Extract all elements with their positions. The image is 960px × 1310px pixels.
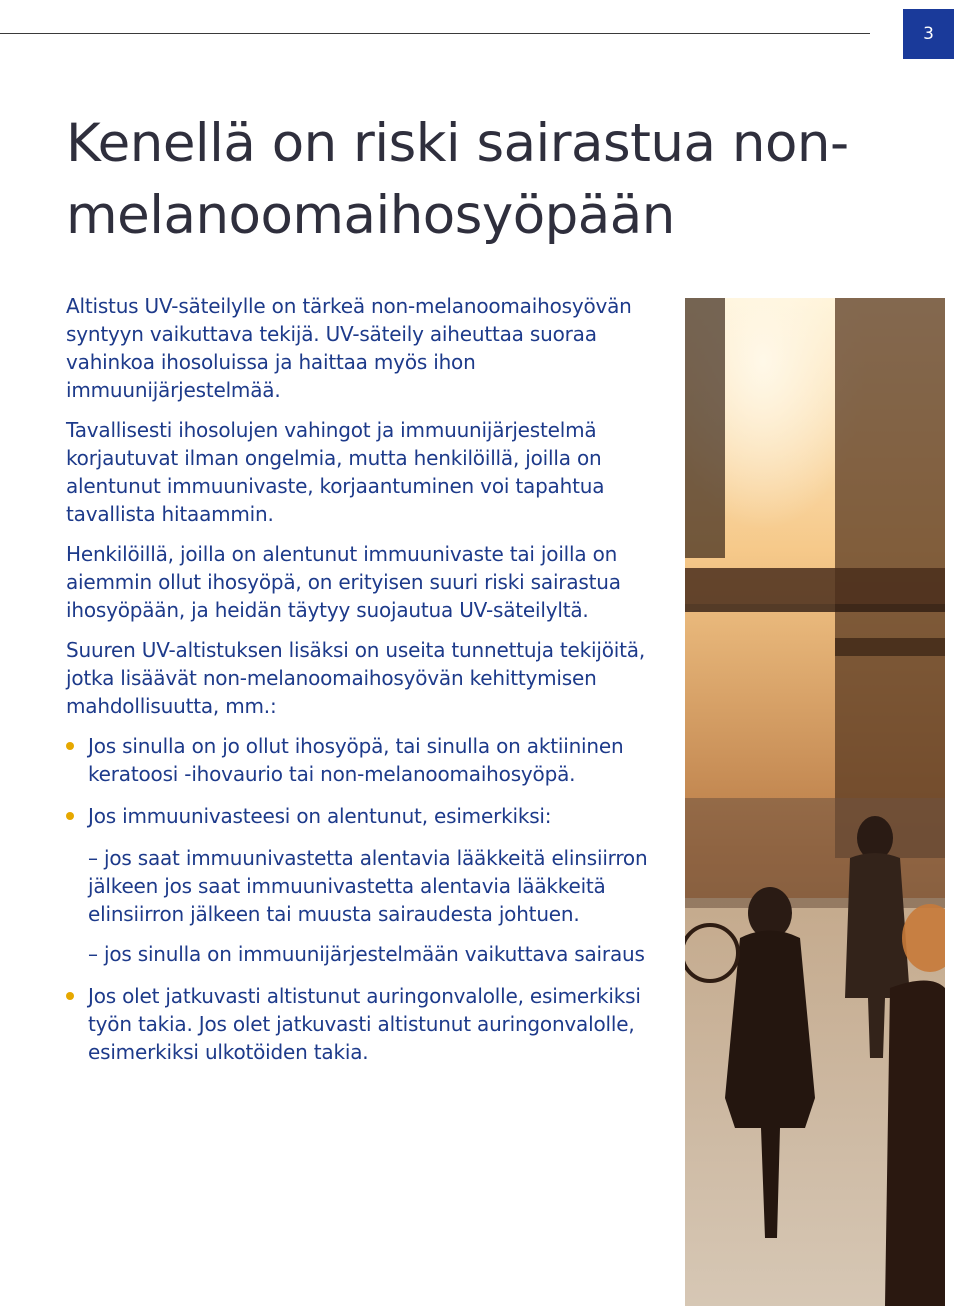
bullet-icon [66, 992, 74, 1000]
risk-factor-list [66, 732, 651, 1066]
paragraph: Altistus UV-säteilylle on tärkeä non-melanoomaihosyövän syntyyn vaikuttava tekijä. UV-säteily aiheuttaa suoraa vahinkoa ihosoluissa ja haittaa myös ihon immuunijärjestelmää. [66, 294, 632, 402]
list-item [66, 982, 651, 1066]
bullet-icon [66, 812, 74, 820]
street-photo [685, 298, 945, 1306]
paragraph: Tavallisesti ihosolujen vahingot ja immuunijärjestelmä korjautuvat ilman ongelmia, mutta henkilöillä, joilla on alentunut immuunivaste, korjaantuminen voi tapahtua tavallista hitaammin. [66, 418, 605, 526]
sub-list-item: – jos sinulla on immuunijärjestelmään vaikuttava sairaus [88, 942, 645, 966]
list-item-text: Jos sinulla on jo ollut ihosyöpä, tai sinulla on aktiininen keratoosi -ihovaurio tai non-melanoomaihosyöpä. [88, 734, 624, 786]
list-item-text: Jos olet jatkuvasti altistunut auringonvalolle, esimerkiksi työn takia. Jos olet jatkuvasti altistunut auringonvalolle, esimerkiksi ulkotöiden takia. [88, 984, 641, 1064]
list-item-text: Jos immuunivasteesi on alentunut, esimerkiksi: [88, 804, 552, 828]
article-body [66, 292, 651, 1080]
sub-list-item: – jos saat immuunivastetta alentavia lääkkeitä elinsiirron jälkeen jos saat immuunivastetta alentavia lääkkeitä elinsiirron jälkeen tai muusta sairaudesta johtuen. [88, 846, 648, 926]
sub-list [88, 844, 651, 968]
list-item [66, 802, 651, 968]
paragraph: Henkilöillä, joilla on alentunut immuunivaste tai joilla on aiemmin ollut ihosyöpä, on erityisen suuri riski sairastua ihosyöpään, ja heidän täytyy suojautua UV-säteilyltä. [66, 542, 621, 622]
page-number-badge: 3 [903, 9, 954, 59]
paragraph: Suuren UV-altistuksen lisäksi on useita tunnettuja tekijöitä, jotka lisäävät non-melanoomaihosyövän kehittymisen mahdollisuutta, mm.: [66, 638, 646, 718]
list-item [66, 732, 651, 788]
bullet-icon [66, 742, 74, 750]
header-rule [0, 33, 870, 34]
page-title: Kenellä on riski sairastua non-melanoomaihosyöpään [66, 113, 849, 246]
